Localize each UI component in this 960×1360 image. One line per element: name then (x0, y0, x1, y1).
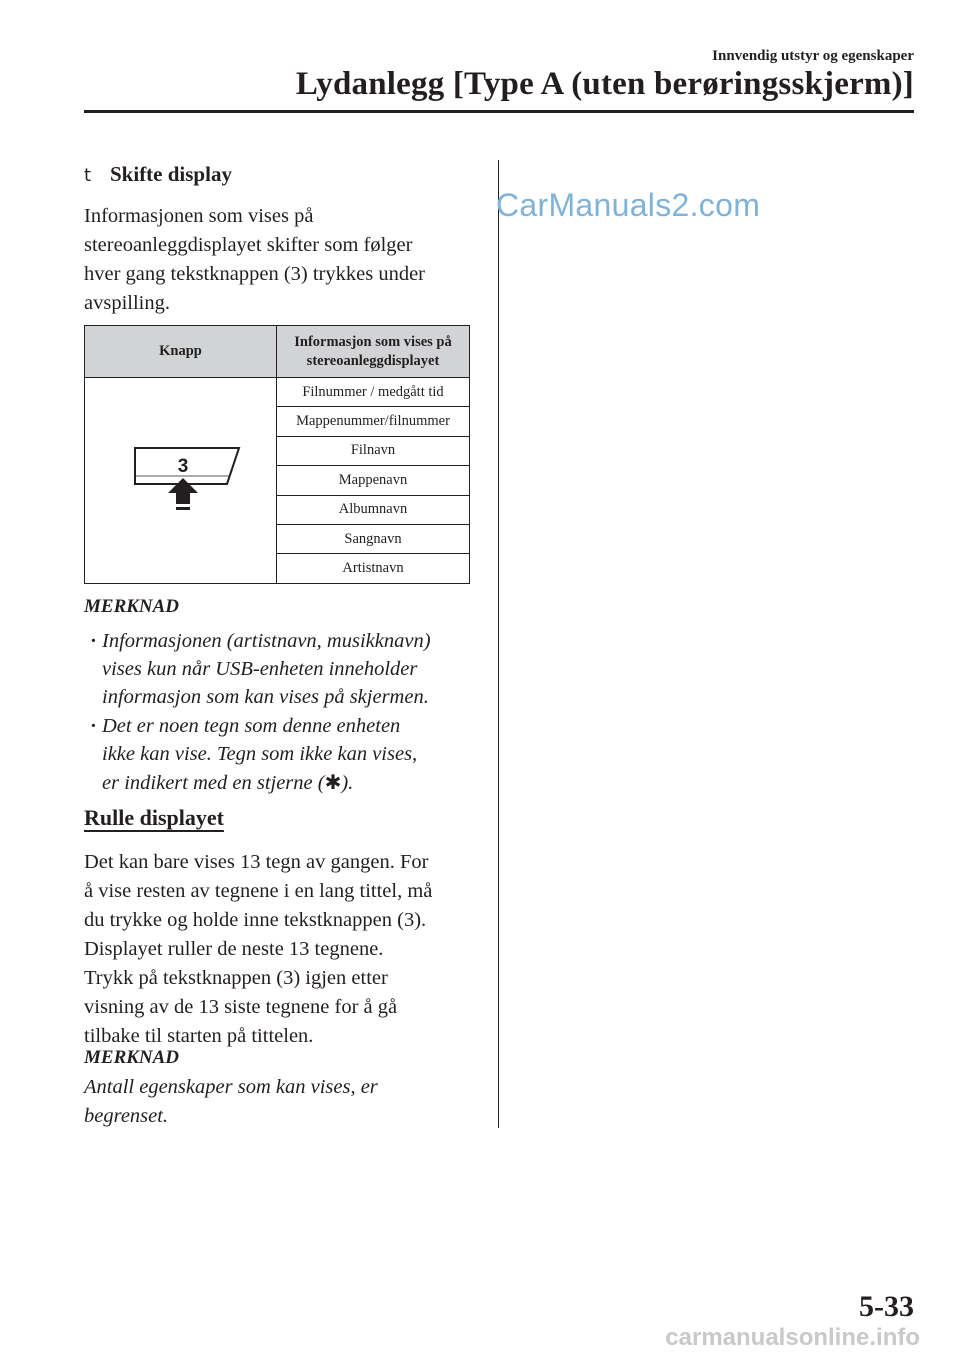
scroll-paragraph: Det kan bare vises 13 tegn av gangen. For å vise resten av tegnene i en lang tittel, må du trykke og holde inne tekstknappen (3). Displayet ruller de neste 13 tegnene. Trykk på tekstknappen (3) igjen etter visning av de 13 siste tegnene for å gå tilbake til starten på tittelen. (84, 851, 433, 1047)
press-arrow-base (176, 507, 190, 510)
section-marker: t (84, 165, 92, 186)
table-cell: Filnummer / medgått tid (277, 378, 470, 407)
display-info-table (84, 325, 470, 584)
button-number-label: 3 (177, 455, 188, 477)
subsection-heading: Rulle displayet (84, 805, 224, 830)
table-cell: Artistnavn (277, 554, 470, 583)
note-list (84, 627, 474, 798)
section-heading (84, 162, 232, 187)
table-header-info: Informasjon som vises på stereoanleggdisplayet (277, 326, 470, 378)
note-heading: MERKNAD (84, 596, 180, 617)
footer-watermark[interactable]: carmanualsonline.info (665, 1324, 920, 1351)
note-item: · Informasjonen (artistnavn, musikknavn) vises kun når USB-enheten inneholder informasjon som kan vises på skjermen. (84, 627, 474, 711)
section-heading-text: Skifte display (110, 162, 232, 186)
table-row (85, 378, 470, 407)
table-cell: Sangnavn (277, 524, 470, 553)
table-header-button: Knapp (85, 326, 277, 378)
star-icon: ✱ (324, 770, 342, 794)
intro-paragraph: Informasjonen som vises på stereoanleggdisplayet skifter som følger hver gang tekstknappen (3) trykkes under avspilling. (84, 205, 425, 314)
note-text: Antall egenskaper som kan vises, er begrenset. (84, 1076, 378, 1127)
column-divider (498, 160, 499, 1128)
page-header-title: Lydanlegg [Type A (uten berøringsskjerm)] (295, 66, 914, 102)
table-cell: Mappenummer/filnummer (277, 407, 470, 436)
header-rule (84, 110, 914, 113)
table-cell: Albumnavn (277, 495, 470, 524)
text-button-illustration (121, 436, 241, 520)
note-heading: MERKNAD (84, 1047, 180, 1068)
note-item (84, 712, 474, 797)
table-header-row (85, 326, 470, 378)
note-item-text: Det er noen tegn som denne enheten ikke kan vise. Tegn som ikke kan vises, er indikert med en stjerne ( (102, 715, 418, 794)
note-item-end: ). (341, 772, 354, 794)
page-number: 5-33 (859, 1290, 914, 1323)
button-illustration-cell (85, 378, 277, 584)
table-cell: Mappenavn (277, 466, 470, 495)
page-header-subtitle: Innvendig utstyr og egenskaper (712, 48, 914, 64)
watermark[interactable]: CarManuals2.com (496, 187, 761, 223)
table-cell: Filnavn (277, 436, 470, 465)
